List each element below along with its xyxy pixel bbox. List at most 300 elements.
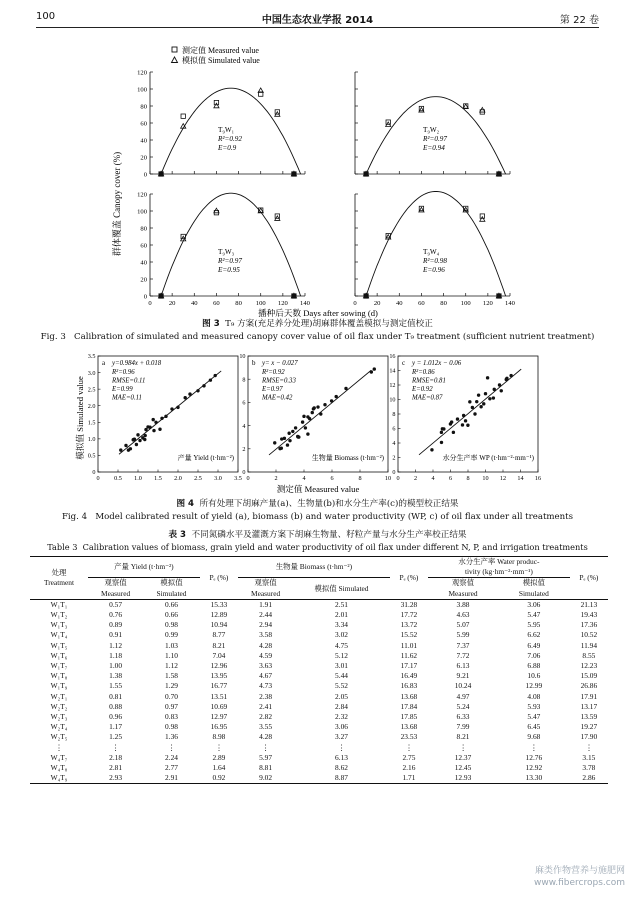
value-cell: 5.52	[335, 681, 348, 691]
value-cell: 17.17	[400, 661, 418, 671]
value-cell: 0.89	[109, 620, 123, 630]
x-tick-label: 1.0	[134, 475, 142, 482]
table-row	[30, 753, 608, 763]
table-row	[30, 722, 608, 732]
y-tick-label: 0	[242, 469, 246, 477]
legend-measured-marker	[172, 47, 177, 52]
value-cell: 2.81	[109, 763, 123, 773]
x-tick-label: 80	[235, 300, 242, 307]
x-tick-label: 0	[396, 475, 400, 482]
panel-label: T₉W₁	[218, 126, 235, 134]
y-tick-label: 14	[389, 367, 396, 375]
x-tick-label: 80	[440, 300, 447, 307]
fit-stat: E=0.92	[412, 386, 433, 393]
panel-e: E=0.9	[218, 144, 237, 152]
fig3-caption	[0, 319, 635, 330]
value-cell: 0.98	[165, 620, 178, 630]
data-point	[492, 396, 495, 399]
data-point	[442, 427, 445, 430]
fig3-ylabel: 群体覆盖 Canopy cover (%)	[112, 151, 122, 257]
value-cell: 3.06	[527, 599, 541, 609]
value-cell: 5.07	[456, 620, 470, 630]
value-cell: 8.81	[259, 763, 273, 773]
page-number: 100	[36, 11, 56, 22]
data-point	[129, 447, 132, 450]
th-wp-simulated-en: Simulated	[518, 588, 549, 598]
watermark-line1: 麻类作物营养与施肥网	[534, 866, 625, 876]
value-cell: 12.37	[454, 752, 472, 762]
y-tick-label: 0	[143, 171, 147, 179]
legend-measured: 测定值 Measured value	[182, 46, 259, 55]
value-cell: 19.43	[580, 610, 598, 620]
y-tick-label: 2.0	[87, 402, 96, 410]
legend-simulated: 模拟值 Simulated value	[182, 56, 260, 65]
data-point	[323, 403, 326, 406]
value-cell: 1.25	[109, 732, 123, 742]
value-cell: 5.47	[527, 610, 541, 620]
canopy-panel-T9W3	[137, 192, 311, 308]
x-tick-label: 10	[482, 475, 489, 482]
fit-equation: y=0.984x + 0.018	[112, 360, 162, 367]
fit-stat: RMSE=0.81	[412, 377, 446, 385]
table-row	[30, 630, 608, 640]
value-cell: 0.99	[165, 630, 178, 640]
y-tick-label: 1.0	[87, 436, 96, 444]
data-point	[430, 448, 433, 451]
value-cell: 4.28	[259, 640, 273, 650]
data-point	[119, 448, 122, 451]
value-cell: 10.52	[580, 630, 598, 640]
value-cell: 0.97	[165, 701, 178, 711]
x-tick-label: 10	[384, 475, 392, 482]
data-point	[135, 443, 138, 446]
table3-caption-cn: 不同氮磷水平及灌溉方案下胡麻生物量、籽粒产量与水分生产率校正结果	[191, 530, 467, 540]
data-point	[306, 432, 309, 435]
data-point	[308, 417, 311, 420]
data-point	[313, 406, 316, 409]
x-tick-label: 12	[499, 475, 507, 482]
fig3-xlabel: 播种后天数 Days after sowing (d)	[258, 308, 378, 318]
value-cell: 3.27	[335, 732, 348, 742]
value-cell: 17.72	[400, 610, 418, 620]
table3-caption-en-line	[0, 542, 635, 553]
value-cell: 5.47	[527, 712, 541, 722]
panel-e: E=0.94	[423, 144, 445, 152]
data-point	[280, 447, 283, 450]
value-cell: 4.28	[259, 732, 273, 742]
data-point	[124, 444, 127, 447]
treatment-cell: W₁T₁	[50, 599, 68, 609]
data-point	[143, 438, 146, 441]
table-row	[30, 743, 608, 753]
treatment-cell: W₁T₂	[50, 610, 68, 620]
value-cell: 6.13	[456, 661, 470, 671]
value-cell: 4.59	[259, 650, 273, 660]
fit-curve	[161, 193, 301, 296]
figure-3	[0, 34, 635, 354]
x-tick-label: 6	[448, 475, 453, 482]
running-header	[36, 8, 599, 26]
value-cell: 2.05	[335, 691, 348, 701]
value-cell: 11.94	[580, 640, 598, 650]
canopy-panel-T9W4	[353, 192, 515, 308]
th-yield-measured	[88, 578, 143, 599]
value-cell: ⋮	[459, 742, 467, 752]
data-point	[304, 426, 307, 429]
panel-letter: b	[252, 359, 256, 367]
value-cell: 2.18	[109, 752, 123, 762]
fit-stat: R²=0.92	[262, 369, 285, 376]
th-biomass-measured-en: Measured	[251, 588, 281, 598]
y-tick-label: 10	[239, 353, 246, 361]
data-point	[273, 441, 276, 444]
fit-equation: y= x − 0.027	[262, 360, 298, 367]
fig4-caption-cn: 所有处理下胡麻产量(a)、生物量(b)和水分生产率(c)的模型校正结果	[199, 499, 459, 509]
value-cell: 17.90	[580, 732, 598, 742]
value-cell: ⋮	[215, 742, 223, 752]
data-point	[477, 393, 480, 396]
value-cell: 3.01	[335, 661, 348, 671]
canopy-panel-T9W2	[355, 72, 510, 176]
treatment-cell: W₄T₉	[30, 773, 88, 784]
x-tick-label: 3.5	[234, 475, 242, 482]
calibration-panel-a	[88, 353, 242, 482]
treatment-cell: W₂T₅	[50, 732, 68, 742]
value-cell: 16.77	[210, 681, 228, 691]
data-point	[473, 412, 476, 415]
data-point	[456, 417, 459, 420]
table-row	[30, 610, 608, 620]
table-row	[30, 641, 608, 651]
value-cell: 0.81	[109, 691, 123, 701]
value-cell: 5.44	[335, 671, 348, 681]
data-point	[196, 389, 199, 392]
data-point	[311, 411, 314, 414]
x-tick-label: 140	[300, 300, 310, 307]
data-point	[136, 433, 139, 436]
treatment-cell: W₄T₇	[50, 752, 68, 762]
value-cell: 13.17	[580, 701, 598, 711]
value-cell: ⋮	[261, 742, 270, 752]
data-point	[319, 412, 322, 415]
th-wp-measured	[428, 578, 498, 599]
treatment-cell: W₁T₈	[50, 671, 68, 681]
data-point	[291, 430, 294, 433]
value-cell: 0.66	[165, 610, 178, 620]
value-cell: 2.75	[402, 752, 416, 762]
value-cell: ⋮	[111, 742, 120, 752]
table3-caption-number-en: Table 3	[47, 542, 78, 552]
fig3-caption-number-cn: 图 3	[202, 319, 220, 329]
fig3-legend	[172, 45, 261, 65]
fig4-caption-en: Model calibrated result of yield (a), biomass (b) and water productivity (WP, c) of oil flax under all treatments	[95, 512, 574, 522]
value-cell: 26.86	[580, 681, 598, 691]
fit-stat: RMSE=0.33	[262, 377, 296, 385]
x-tick-label: 2	[274, 475, 278, 482]
value-cell: 0.83	[165, 712, 178, 722]
table-row	[30, 692, 608, 702]
value-cell: 5.99	[456, 630, 470, 640]
value-cell: 3.34	[335, 620, 348, 630]
value-cell: 13.68	[400, 691, 418, 701]
th-wp-simulated-cn: 模拟值	[522, 578, 545, 588]
value-cell: 15.52	[400, 630, 418, 640]
x-tick-label: 60	[418, 300, 425, 307]
data-point	[462, 414, 465, 417]
value-cell: 8.98	[212, 732, 226, 742]
value-cell: 2.77	[165, 763, 178, 773]
th-treatment-cn: 处理	[51, 567, 67, 577]
table3-caption-en: Calibration values of biomass, grain yield and water productivity of oil flax under different N, P, and irrigation treatments	[82, 542, 588, 552]
fig4-caption-en-line	[0, 512, 635, 523]
x-tick-label: 4	[431, 475, 435, 482]
series-label: 水分生产率 WP (t·hm⁻²·mm⁻¹)	[442, 454, 534, 462]
th-wp-line2: tivity (kg·hm⁻²·mm⁻¹)	[464, 567, 533, 577]
value-cell: 2.91	[143, 773, 200, 784]
treatment-cell: W₂T₂	[50, 701, 68, 711]
value-cell: 3.55	[259, 722, 273, 732]
y-tick-label: 0	[143, 293, 147, 301]
y-tick-label: 6	[392, 425, 396, 433]
fit-stat: MAE=0.42	[262, 394, 293, 402]
table-row	[30, 763, 608, 773]
value-cell: 2.01	[335, 610, 348, 620]
value-cell: 1.58	[165, 671, 178, 681]
data-point	[370, 370, 373, 373]
value-cell: 0.76	[109, 610, 123, 620]
data-point	[335, 395, 338, 398]
x-tick-label: 100	[255, 300, 266, 307]
y-tick-label: 60	[140, 242, 147, 250]
value-cell: 12.76	[525, 752, 543, 762]
canopy-panel-T9W1	[137, 70, 305, 179]
data-point	[475, 400, 478, 403]
x-tick-label: 16	[534, 475, 542, 482]
fit-stat: E=0.99	[112, 386, 133, 393]
journal-title: 中国生态农业学报 2014	[261, 15, 374, 26]
panel-label: T₉W₄	[423, 248, 440, 256]
data-point	[344, 387, 347, 390]
value-cell: 3.78	[582, 763, 596, 773]
value-cell: 11.62	[400, 650, 418, 660]
data-point	[296, 435, 299, 438]
value-cell: 2.32	[335, 712, 348, 722]
value-cell: 8.21	[456, 732, 470, 742]
fig3-caption-number-en: Fig. 3	[40, 332, 66, 342]
y-tick-label: 120	[137, 69, 147, 77]
treatment-cell: W₁T₇	[50, 661, 68, 671]
x-tick-label: 40	[395, 300, 403, 307]
value-cell: 1.03	[165, 640, 178, 650]
data-point	[373, 367, 376, 370]
data-point	[500, 389, 503, 392]
data-point	[138, 439, 141, 442]
th-yield: 产量 Yield (t·hm⁻²)	[88, 557, 200, 578]
th-biomass-simulated: 模拟值 Simulated	[293, 578, 390, 599]
value-cell: 0.98	[165, 722, 178, 732]
y-tick-label: 3.5	[87, 353, 96, 361]
value-cell: 8.62	[335, 763, 348, 773]
data-point	[486, 376, 489, 379]
th-wp-measured-en: Measured	[448, 588, 478, 598]
y-tick-label: 40	[140, 259, 147, 267]
y-tick-label: 2	[242, 446, 246, 453]
fig3-caption-en-line	[0, 332, 635, 343]
measured-point	[181, 114, 185, 118]
data-point	[144, 434, 147, 437]
x-tick-label: 0	[353, 300, 357, 307]
data-point	[176, 406, 179, 409]
value-cell: 3.02	[335, 630, 348, 640]
value-cell: 1.00	[109, 661, 123, 671]
table-3	[30, 556, 608, 784]
data-point	[302, 415, 305, 418]
value-cell: 1.71	[390, 773, 428, 784]
value-cell: 1.91	[259, 599, 273, 609]
value-cell: 1.17	[109, 722, 123, 732]
panel-letter: c	[402, 359, 406, 367]
value-cell: ⋮	[405, 742, 413, 752]
value-cell: 5.12	[335, 650, 348, 660]
value-cell: 17.91	[580, 691, 598, 701]
value-cell: ⋮	[585, 742, 593, 752]
fit-stat: MAE=0.11	[112, 394, 142, 402]
header-rule	[36, 27, 599, 28]
th-wp	[428, 557, 570, 578]
value-cell: 4.73	[259, 681, 273, 691]
value-cell: 2.94	[259, 620, 273, 630]
x-tick-label: 120	[277, 300, 288, 307]
data-point	[471, 406, 474, 409]
x-tick-label: 0	[148, 300, 152, 307]
panel-r2: R²=0.92	[218, 135, 242, 143]
y-tick-label: 1.5	[87, 419, 96, 427]
x-tick-label: 8	[466, 475, 470, 482]
data-point	[286, 443, 289, 446]
value-cell: 5.24	[456, 701, 470, 711]
treatment-cell: W₂T₃	[50, 712, 68, 722]
series-label: 产量 Yield (t·hm⁻²)	[177, 454, 234, 462]
fit-stat: R²=0.86	[412, 369, 435, 376]
data-point	[294, 426, 297, 429]
x-tick-label: 8	[358, 475, 362, 482]
data-point	[505, 377, 508, 380]
data-point	[152, 429, 155, 432]
data-point	[209, 378, 212, 381]
table-row	[30, 671, 608, 681]
data-point	[488, 397, 491, 400]
value-cell: 10.6	[527, 671, 541, 681]
watermark	[534, 865, 625, 889]
data-point	[164, 415, 167, 418]
value-cell: 10.94	[210, 620, 228, 630]
series-label: 生物量 Biomass (t·hm⁻²)	[311, 454, 384, 462]
data-point	[188, 392, 191, 395]
x-tick-label: 120	[482, 300, 493, 307]
panel-e: E=0.95	[218, 266, 240, 274]
y-tick-label: 100	[137, 208, 147, 216]
data-point	[184, 396, 187, 399]
th-yield-simulated-en: Simulated	[156, 588, 187, 598]
th-yield-measured-en: Measured	[101, 588, 131, 598]
value-cell: 6.13	[335, 752, 348, 762]
value-cell: 13.59	[580, 712, 598, 722]
th-biomass-measured	[238, 578, 293, 599]
y-tick-label: 4	[392, 440, 396, 448]
fit-curve	[366, 192, 506, 297]
value-cell: 3.15	[582, 752, 596, 762]
value-cell: 10.24	[454, 681, 472, 691]
treatment-cell: W₂T₁	[50, 691, 68, 701]
fit-equation: y = 1.012x − 0.06	[412, 360, 462, 367]
x-tick-label: 0	[96, 475, 100, 482]
value-cell: 21.13	[580, 599, 598, 609]
table-row	[30, 712, 608, 722]
value-cell: 12.97	[210, 712, 228, 722]
table-row	[30, 702, 608, 712]
y-tick-label: 4	[242, 422, 246, 430]
data-point	[468, 400, 471, 403]
value-cell: 2.24	[165, 752, 178, 762]
value-cell: 0.66	[165, 599, 178, 609]
value-cell: 4.67	[259, 671, 273, 681]
value-cell: 0.88	[109, 701, 123, 711]
data-point	[484, 392, 487, 395]
value-cell: 1.12	[165, 661, 178, 671]
th-treatment	[30, 557, 88, 600]
x-tick-label: 3.0	[214, 475, 222, 482]
th-biomass-pe: Pₑ (%)	[390, 557, 428, 600]
value-cell: 2.84	[335, 701, 348, 711]
x-tick-label: 2	[413, 475, 418, 482]
table-row	[30, 620, 608, 630]
panel-e: E=0.96	[423, 266, 445, 274]
value-cell: 9.21	[456, 671, 470, 681]
value-cell: 6.49	[527, 640, 541, 650]
data-point	[452, 431, 455, 434]
value-cell: 9.02	[238, 773, 293, 784]
treatment-cell: W₁T₆	[50, 650, 68, 660]
x-tick-label: 2.0	[174, 475, 182, 482]
calibration-panel-b	[239, 353, 391, 482]
calibration-panel-c	[389, 353, 541, 482]
th-wp-measured-cn: 观察值	[451, 578, 475, 588]
value-cell: 1.10	[165, 650, 178, 660]
x-tick-label: 1.5	[154, 475, 162, 482]
value-cell: 9.68	[527, 732, 541, 742]
x-tick-label: 140	[505, 300, 515, 307]
value-cell: 2.82	[259, 712, 273, 722]
value-cell: 1.12	[109, 640, 123, 650]
x-tick-label: 20	[168, 300, 176, 307]
data-point	[482, 402, 485, 405]
value-cell: ⋮	[530, 742, 538, 752]
fit-stat: RMSE=0.11	[112, 377, 146, 385]
table-row	[30, 661, 608, 671]
panel-label: T₉W₃	[218, 248, 235, 256]
panel-label: T₉W₂	[423, 126, 440, 134]
value-cell: 12.89	[210, 610, 228, 620]
x-tick-label: 40	[190, 300, 198, 307]
value-cell: 5.95	[527, 620, 541, 630]
table-3-body	[30, 599, 608, 784]
data-point	[202, 384, 205, 387]
value-cell: 1.64	[212, 763, 226, 773]
data-point	[158, 428, 161, 431]
value-cell: 12.99	[525, 681, 543, 691]
value-cell: 4.75	[335, 640, 348, 650]
x-tick-label: 0	[246, 475, 250, 482]
